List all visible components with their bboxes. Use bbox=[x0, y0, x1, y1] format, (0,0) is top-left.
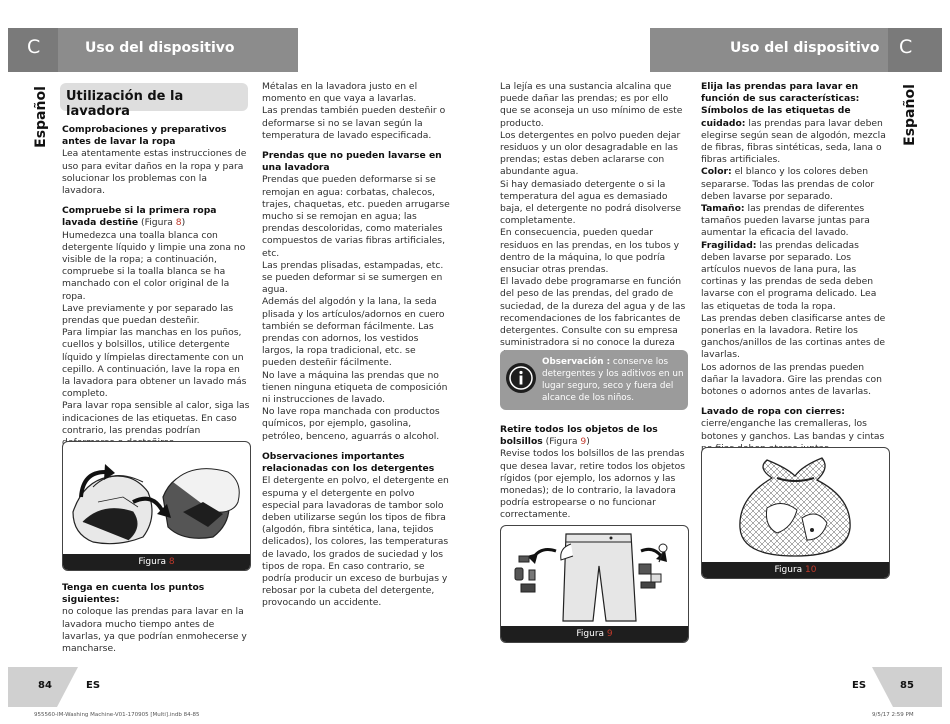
paragraph: Prendas que pueden deformarse si se remojan en agua: corbatas, chalecos, trajes, chaquetas, etc. pueden arrugarse mucho si se remojan en agua; las prendas descoloridas, como materiales compuestos de varias fibras artificiales, etc. bbox=[262, 174, 450, 259]
heading-choose-clothes: Elija las prendas para lavar en función de sus características: bbox=[701, 81, 860, 105]
heading-zippers: Lavado de ropa con cierres: bbox=[701, 406, 845, 418]
header-title-right: Uso del dispositivo bbox=[730, 40, 880, 56]
paragraph: Para lavar ropa sensible al calor, siga las indicaciones de las etiquetas. En caso contrario, las prendas podrían bbox=[62, 400, 250, 436]
paragraph: No lave ropa manchada con productos químicos, por ejemplo, gasolina, petróleo, benceno, aguarrás o alcohol. bbox=[262, 406, 440, 442]
paragraph: No lave a máquina las prendas que no tienen ninguna etiqueta de composición ni instrucciones de lavado. bbox=[262, 369, 448, 406]
heading-pockets bbox=[500, 424, 688, 448]
footer-lang-right: ES bbox=[852, 680, 867, 691]
paragraph: Lave previamente y por separado las prendas que puedan desteñir. bbox=[62, 302, 234, 327]
care-symbols-label: Símbolos de las etiquetas de cuidado: bbox=[701, 105, 851, 129]
column-3-top bbox=[500, 81, 688, 362]
size-item bbox=[701, 203, 887, 240]
figure-10 bbox=[701, 447, 890, 579]
note-text bbox=[542, 356, 684, 404]
figure-10-illustration bbox=[702, 448, 889, 562]
paragraph: Los detergentes en polvo pueden dejar residuos y un olor desagradable en las prendas; estas deben aclararse con abundante agua. bbox=[500, 129, 681, 178]
color-item bbox=[701, 166, 887, 203]
care-symbols-item bbox=[701, 105, 887, 166]
column-3-bottom bbox=[500, 424, 688, 522]
language-tab-left-label: Español bbox=[33, 86, 49, 148]
heading-pockets-text: Retire todos los objetos de los bolsillos bbox=[500, 424, 658, 448]
column-2 bbox=[262, 81, 450, 610]
figure-8-illustration bbox=[63, 442, 250, 554]
figure-ref-suffix: ) bbox=[586, 436, 590, 448]
note-title: Observación : bbox=[542, 357, 611, 367]
note-body: conserve los detergentes y los aditivos en un lugar seguro, seco y fuera del alcance de los niños. bbox=[542, 357, 684, 403]
column-1-bottom bbox=[62, 582, 250, 655]
figure-ref-suffix: ) bbox=[181, 217, 186, 229]
heading-non-washable: Prendas que no pueden lavarse en una lavadora bbox=[262, 150, 442, 174]
paragraph: El lavado debe programarse en función del peso de las prendas, del grado de suciedad, de la dureza del agua y de las recomendaciones de los fabricantes de detergentes. Consulte con su empresa suministradora si no conoce la dureza bbox=[500, 276, 686, 349]
figure-9-illustration bbox=[501, 526, 688, 626]
fragility-text: las prendas delicadas deben lavarse por separado. Los artículos nuevos de lana pura, las cortinas y las prendas de seda deben lavarse con el programa delicado. Lea las etiquetas de toda la ropa. bbox=[701, 239, 877, 312]
figure-8-caption bbox=[63, 554, 250, 570]
figure-9-caption bbox=[501, 626, 688, 642]
figure-ref-prefix: (Figura bbox=[545, 436, 581, 448]
paragraph: Si hay demasiado detergente o si la temperatura del agua es demasiado baja, el detergente no podrá disolverse completamente. bbox=[500, 178, 682, 227]
paragraph: Las prendas también pueden desteñir o deformarse si no se lavan según la temperatura de lavado especificada. bbox=[262, 105, 446, 141]
heading-detergents: Observaciones importantes relacionadas con los detergentes bbox=[262, 450, 435, 475]
color-label: Color: bbox=[701, 166, 732, 178]
figure-ref-number[interactable]: 8 bbox=[175, 217, 182, 229]
chapter-letter-left: C bbox=[27, 36, 41, 58]
paragraph: Revise todos los bolsillos de las prendas que desea lavar, retire todos los objetos rígidos (por ejemplo, los adornos y las monedas); de lo contrario, la lavadora podría estropearse o no funcionar correctamente. bbox=[500, 448, 686, 521]
figure-caption-number: 8 bbox=[168, 557, 175, 567]
info-icon bbox=[506, 363, 536, 393]
language-tab-left bbox=[28, 82, 54, 152]
page-number-right: 85 bbox=[900, 680, 914, 691]
print-slug-right: 9/5/17 2:59 PM bbox=[872, 712, 914, 718]
figure-caption-label: Figura bbox=[774, 565, 806, 575]
paragraph: El detergente en polvo, el detergente en espuma y el detergente en polvo especial para lavadoras de tambor solo deben utilizarse según los tipos de fibra (algodón, fibra sintética, lana, tejidos delicados), los colores, las temperaturas de lavado, los grados de suciedad y los tipos de ropa. En caso contrario, se podría producir un exceso de burbujas y rebosar por la cubeta del detergente, provocando un accidente. bbox=[262, 475, 449, 609]
print-slug-left: 955560-IM-Washing Machine-V01-170905 [Multi].indb 84-85 bbox=[34, 712, 200, 718]
figure-ref-number[interactable]: 9 bbox=[580, 436, 587, 448]
paragraph: Los adornos de las prendas pueden dañar la lavadora. Gire las prendas con botones o adornos antes de lavarlas. bbox=[701, 361, 882, 398]
header-letter-box-right bbox=[888, 28, 942, 72]
paragraph: Para limpiar las manchas en los puños, cuellos y bolsillos, utilice detergente líquido y límpielas directamente con un cepillo. A continuación, lave la ropa en la lavadora para obtener un lavado más completo. bbox=[62, 327, 247, 400]
paragraph: La lejía es una sustancia alcalina que puede dañar las prendas; es por ello que se aconseja un uso mínimo de este producto. bbox=[500, 81, 683, 129]
footer-lang-left: ES bbox=[86, 680, 101, 691]
page-number-left: 84 bbox=[38, 680, 52, 691]
figure-caption-label: Figura bbox=[576, 629, 607, 639]
section-title-box bbox=[60, 83, 248, 119]
language-tab-right-label: Español bbox=[902, 84, 918, 146]
paragraph: Las prendas deben clasificarse antes de ponerlas en la lavadora. Retire los ganchos/anillos de las cortinas antes de lavarlas. bbox=[701, 312, 886, 361]
note-box bbox=[500, 350, 688, 410]
header-title-left: Uso del dispositivo bbox=[85, 40, 235, 56]
heading-notes: Tenga en cuenta los puntos siguientes: bbox=[62, 582, 205, 606]
language-tab-right bbox=[897, 80, 923, 150]
figure-caption-number: 9 bbox=[606, 629, 613, 639]
paragraph: Lea atentamente estas instrucciones de uso para evitar daños en la ropa y para solucionar los problemas con la lavadora. bbox=[62, 148, 247, 197]
heading-color-test bbox=[62, 205, 250, 229]
paragraph: no coloque las prendas para lavar en la lavadora mucho tiempo antes de lavarlas, ya que podrían enmohecerse y mancharse. bbox=[62, 606, 247, 655]
size-label: Tamaño: bbox=[701, 203, 745, 215]
fragility-label: Fragilidad: bbox=[701, 239, 757, 251]
size-text: las prendas de diferentes tamaños pueden lavarse juntas para aumentar la eficacia del lavado. bbox=[701, 203, 870, 239]
care-symbols-text: las prendas para lavar deben elegirse según sean de algodón, mezcla de fibras, fibras sintéticas, seda, lana o fibras artificiales. bbox=[701, 117, 886, 166]
figure-8 bbox=[62, 441, 251, 571]
paragraph: Las prendas plisadas, estampadas, etc. se pueden deformar si se sumergen en agua. bbox=[262, 259, 444, 296]
paragraph: Humedezca una toalla blanca con detergente líquido y limpie una zona no visible de la ropa; a continuación, compruebe si la toalla blanca se ha manchado con el color original de la ropa. bbox=[62, 229, 246, 302]
figure-ref-prefix: (Figura bbox=[141, 217, 176, 229]
heading-checks: Comprobaciones y preparativos antes de lavar la ropa bbox=[62, 124, 227, 148]
fragility-item bbox=[701, 240, 887, 313]
paragraph: cierre/enganche las cremalleras, los botones y ganchos. Las bandas y cintas bbox=[701, 418, 885, 442]
figure-caption-label: Figura bbox=[138, 557, 169, 567]
figure-10-caption bbox=[702, 562, 889, 578]
section-title: Utilización de la lavadora bbox=[66, 89, 184, 119]
heading-color-test-text: Compruebe si la primera ropa lavada destiñe bbox=[62, 205, 217, 229]
figure-caption-number: 10 bbox=[805, 565, 817, 575]
chapter-letter-right: C bbox=[899, 36, 913, 58]
color-text: el blanco y los colores deben separarse. Todas las prendas de color deben lavarse por separado. bbox=[701, 166, 875, 202]
paragraph: Métalas en la lavadora justo en el momento en que vaya a lavarlas. bbox=[262, 81, 418, 105]
paragraph: En consecuencia, pueden quedar residuos en las prendas, en los tubos y dentro de la máquina, lo que podría ensuciar otras prendas. bbox=[500, 227, 680, 276]
column-1-top bbox=[62, 124, 250, 449]
column-4 bbox=[701, 81, 887, 455]
paragraph: Además del algodón y la lana, la seda plisada y los artículos/adornos en cuero también se deforman fácilmente. Las prendas con adornos, los vestidos largos, la ropa tradicional, etc. se pueden desteñir fácilmente. bbox=[262, 296, 445, 369]
figure-9 bbox=[500, 525, 689, 643]
